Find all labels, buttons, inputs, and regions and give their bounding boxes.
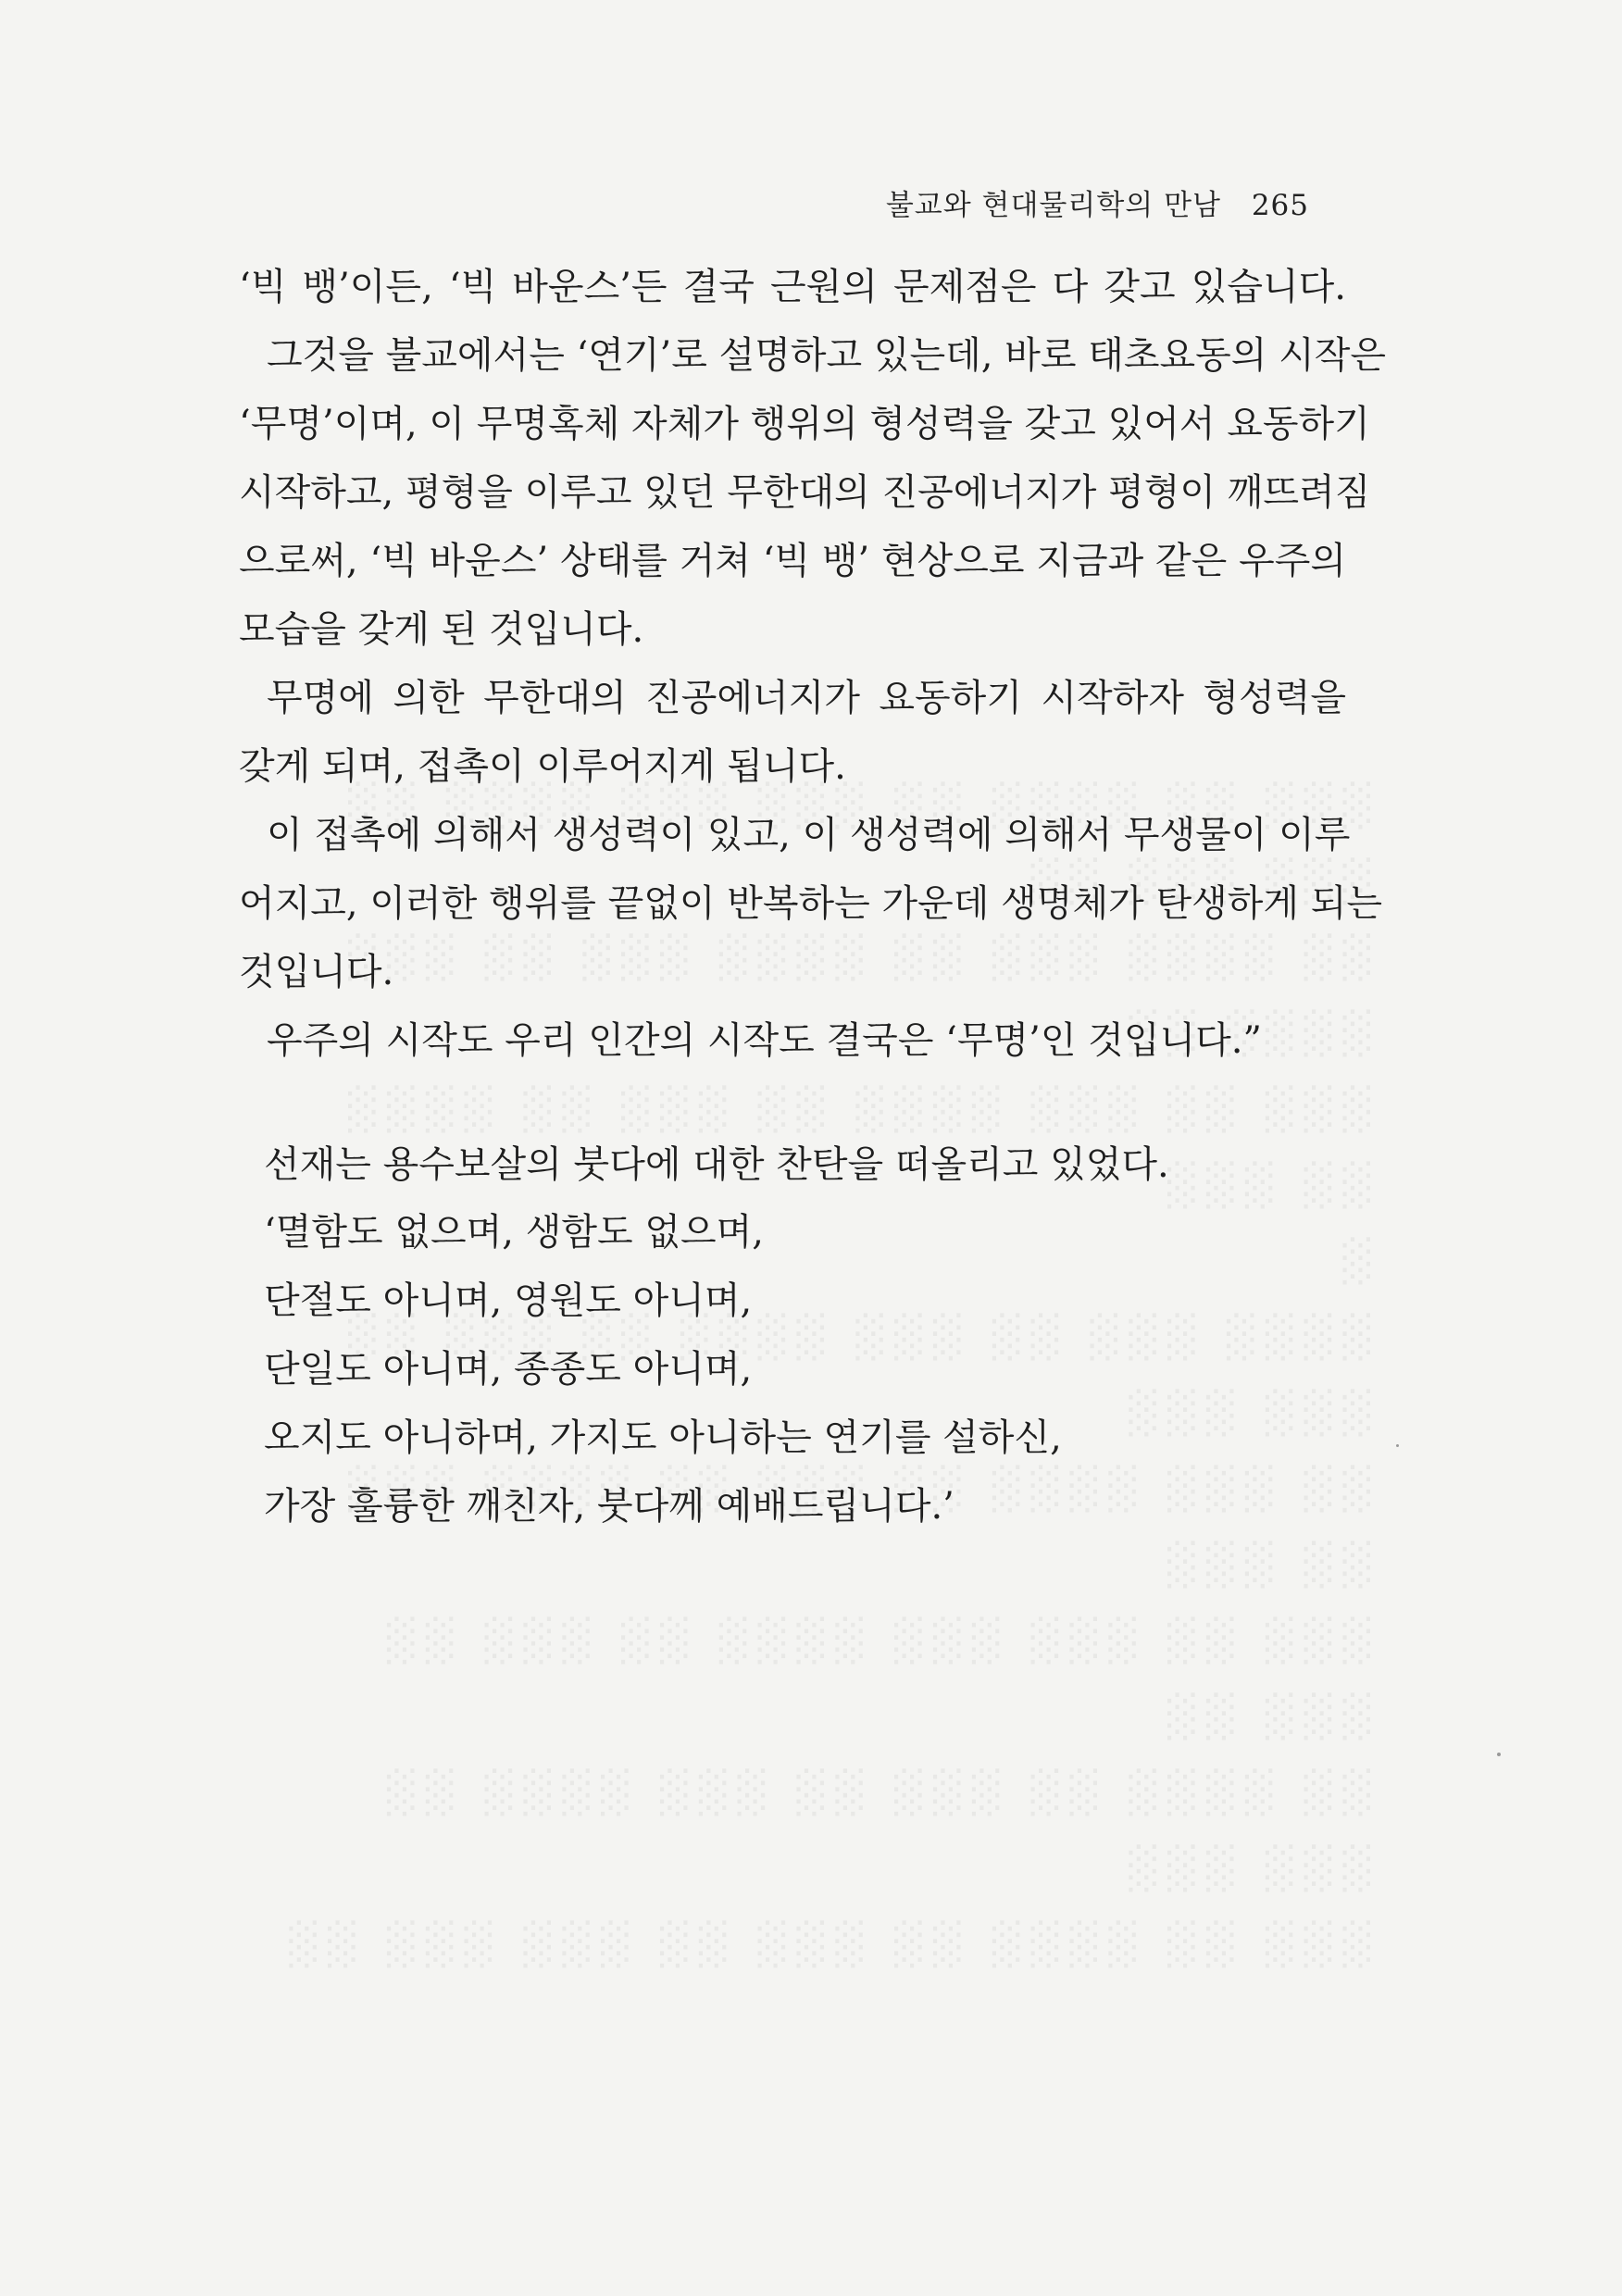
verse-line: ‘멸함도 없으며, 생함도 없으며, [264,1211,764,1254]
narration-line: 선재는 용수보살의 붓다에 대한 찬탄을 떠올리고 있었다. [264,1143,1169,1186]
paragraph-line: 우주의 시작도 우리 인간의 시작도 결국은 ‘무명’인 것입니다.” [267,1019,1262,1062]
verse-line: 단일도 아니며, 종종도 아니며, [264,1348,753,1391]
running-header-title: 불교와 현대물리학의 만남 [885,189,1221,222]
paragraph-line: 무명에 의한 무한대의 진공에너지가 요동하기 시작하자 형성력을 [267,677,1346,719]
verse-line: 가장 훌륭한 깨친자, 붓다께 예배드립니다.’ [264,1485,954,1528]
paragraph-line: 이 접촉에 의해서 생성력이 있고, 이 생성력에 의해서 무생물이 이루 [267,814,1351,856]
paragraph-line: 시작하고, 평형을 이루고 있던 무한대의 진공에너지가 평형이 깨뜨려짐 [239,471,1371,514]
paragraph-line: 으로써, ‘빅 바운스’ 상태를 거쳐 ‘빅 뱅’ 현상으로 지금과 같은 우주의 [239,540,1346,582]
paragraph-line: 갖게 되며, 접촉이 이루어지게 됩니다. [239,745,846,788]
paragraph-line: 것입니다. [239,951,394,993]
paragraph-line: 그것을 불교에서는 ‘연기’로 설명하고 있는데, 바로 태초요동의 시작은 [267,334,1387,377]
paragraph-line: 어지고, 이러한 행위를 끝없이 반복하는 가운데 생명체가 탄생하게 되는 [239,882,1382,925]
paragraph-line: ‘무명’이며, 이 무명혹체 자체가 행위의 형성력을 갖고 있어서 요동하기 [239,403,1370,445]
scan-speck [1396,1444,1399,1447]
page-number: 265 [1251,189,1309,222]
scan-speck [1497,1753,1501,1756]
verse-line: 단절도 아니며, 영원도 아니며, [264,1279,753,1322]
verse-line: 오지도 아니하며, 가지도 아니하는 연기를 설하신, [264,1416,1062,1459]
paragraph-line: 모습을 갖게 된 것입니다. [239,608,644,651]
paragraph-line: ‘빅 뱅’이든, ‘빅 바운스’든 결국 근원의 문제점은 다 갖고 있습니다. [239,266,1346,308]
